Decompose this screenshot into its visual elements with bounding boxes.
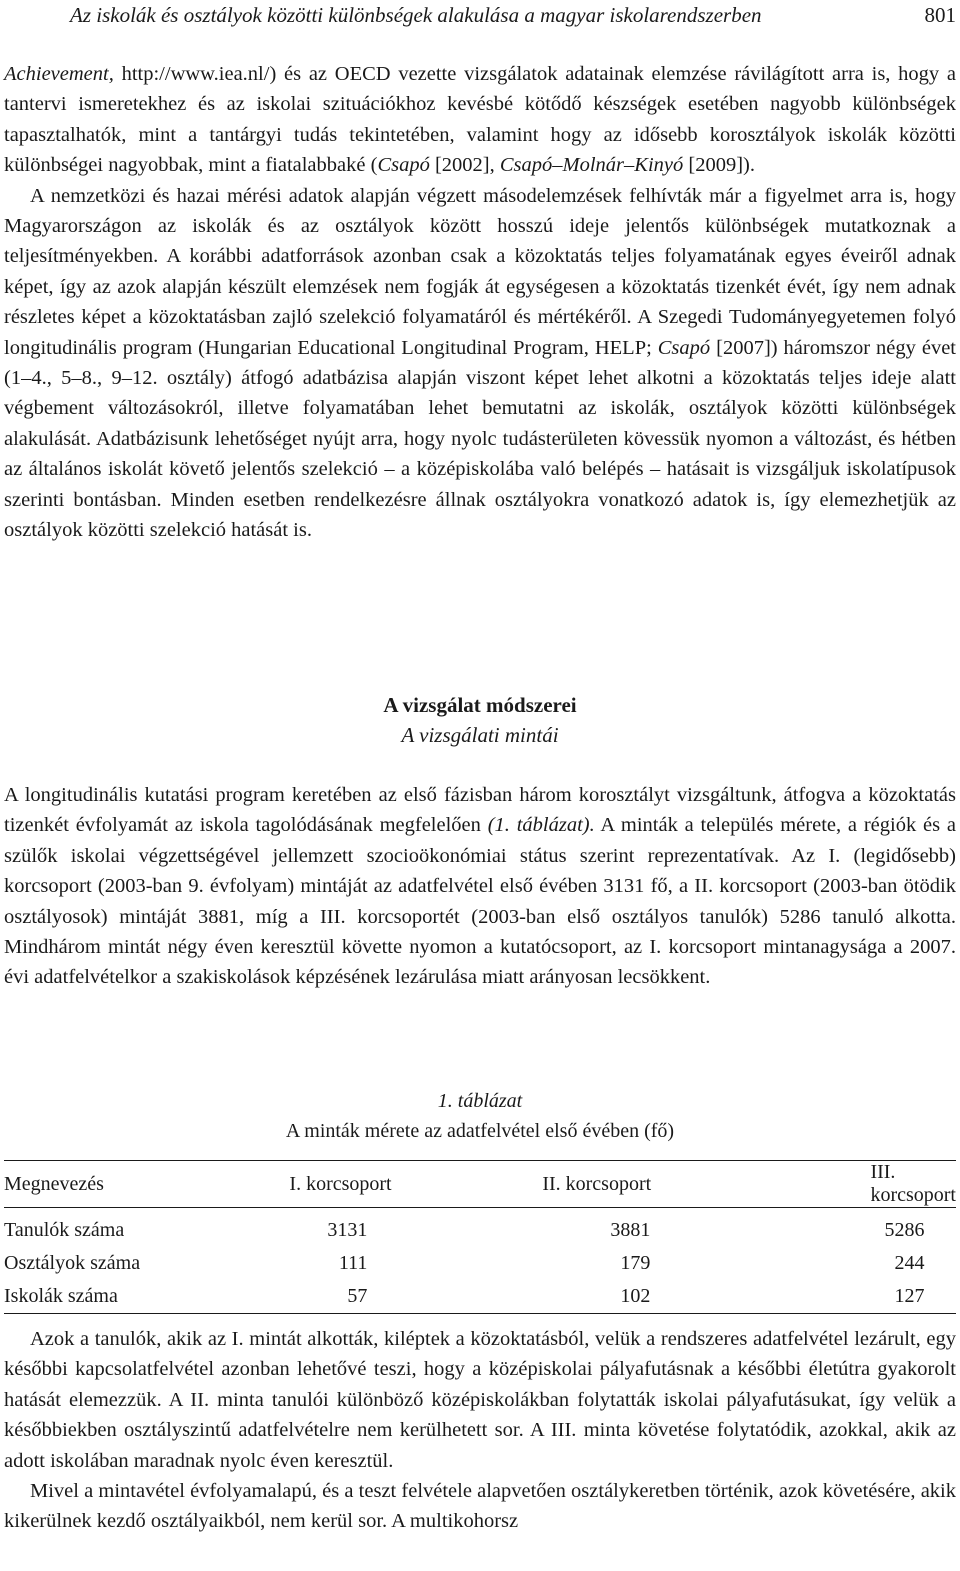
- paragraph-4: Azok a tanulók, akik az I. mintát alkották, kiléptek a közoktatásból, velük a rendszeres adatfelvétel lezárult, egy későbbi kapcsolatfelvétel azonban lehetővé teszi, hogy a középiskolai pályafutásnak a későbbi életútra gyakorolt hatását elemezzük. A II. minta tanulói különböző középiskolákban folytatták iskolai pályafutásukat, így velük a későbbiekben osztályszintű adatfelvételre nem kerülhetett sor. A III. minta követése folytatódik, azokkal, akik az adott iskolában maradnak nyolc éven keresztül.: [4, 1328, 956, 1472]
- table-cell: 5286: [884, 1219, 925, 1241]
- table-cell: 244: [894, 1252, 925, 1274]
- paragraph-5: Mivel a mintavétel évfolyamalapú, és a teszt felvétele alapvetően osztálykeretben történik, azok követésére, akik kikerülnek kezdő osztályaikból, nem kerül sor. A multikohorsz: [4, 1480, 956, 1533]
- body-text-top: [4, 59, 956, 546]
- table-header-cell: II. korcsoport: [542, 1172, 652, 1195]
- table-cell: 3131: [327, 1219, 368, 1241]
- table-row: [4, 1280, 956, 1314]
- paragraph-1: Achievement, http://www.iea.nl/) és az OECD vezette vizsgálatok adatainak elemzése rávilágított arra is, hogy a tantervi ismeretekhez és az iskolai szituációkhoz kevésbé kötődő készségek esetében nagyobb különbségek tapasztalhatók, mint a tantárgyi tudás tekintetében, valamint hogy az idősebb korosztályok iskolák közötti különbségei nagyobbak, mint a fiatalabbaké (Csapó [2002], Csapó–Molnár–Kinyó [2009]).: [4, 63, 957, 177]
- table-cell: 3881: [610, 1219, 651, 1241]
- table-label: 1. táblázat: [437, 1090, 523, 1112]
- table-cell: 179: [620, 1252, 651, 1274]
- running-head: [70, 2, 956, 28]
- table-title: A minták mérete az adatfelvétel első évében (fő): [285, 1120, 675, 1142]
- table-cell: Tanulók száma: [4, 1219, 125, 1241]
- table-header-row: [4, 1161, 956, 1208]
- paragraph-2: A nemzetközi és hazai mérési adatok alapján végzett másodelemzések felhívták már a figyelmet arra is, hogy Magyarországon az iskolák és az osztályok között hosszú ideje jelentős különbségek mutatkoznak a teljesítményekben. A korábbi adatforrások azonban csak a közoktatás teljes folyamatának egyes éveiről adnak képet, így az azok alapján készült elemzések nem fogják át egységesen a közoktatás tizenkét évét, így nem adnak részletes képet a közoktatásban zajló szelekció folyamatáról és mértékéről. A Szegedi Tudományegyetemen folyó longitudinális program (Hungarian Educational Longitudinal Program, HELP; Csapó [2007]) háromszor négy évet (1–4., 5–8., 9–12. osztály) átfogó adatbázisa alapján viszont képet lehet alkotni a közoktatás teljes ideje alatt végbement változásokról, illetve folyamatában lehet bemutatni az iskolák, osztályok közötti különbségek alakulását. Adatbázisunk lehetőséget nyújt arra, hogy nyolc tudásterületen kövessük nyomon a változást, és hétben az általános iskolát követő jelentős szelekció – a középiskolába való belépés – hatásait is vizsgáljuk iskolatípusok szerinti bontásban. Minden esetben rendelkezésre állnak osztályokra vonatkozó adatok is, így elemezhetjük az osztályok közötti szelekció hatását is.: [4, 184, 956, 542]
- table-cell: Osztályok száma: [4, 1252, 141, 1274]
- table-row: [4, 1247, 956, 1280]
- table-cell: 127: [894, 1285, 925, 1307]
- section-title: A vizsgálat módszerei: [383, 693, 577, 717]
- table-header-cell: Megnevezés: [4, 1172, 104, 1195]
- page-number: 801: [924, 3, 956, 27]
- section-heading: [4, 690, 956, 750]
- section-subtitle: A vizsgálati mintái: [401, 723, 559, 747]
- running-title: Az iskolák és osztályok közötti különbségek alakulása a magyar iskolarendszerben: [70, 3, 762, 27]
- table-header-cell: III. korcsoport: [870, 1161, 956, 1206]
- body-text-middle: [4, 780, 956, 993]
- paragraph-3: A longitudinális kutatási program keretében az első fázisban három korosztályt vizsgáltunk, átfogva a közoktatás tizenkét évfolyamát az iskola tagolódásának megfelelően (1. táblázat). A minták a település mérete, a régiók és a szülők iskolai végzettségével jellemzett szocioökonómiai státus szerint reprezentatívak. Az I. (legidősebb) korcsoport (2003-ban 9. évfolyam) mintáját az adatfelvétel első évében 3131 fő, a II. korcsoport (2003-ban ötödik osztályosok) mintáját 3881, míg a III. korcsoportét (2003-ban első osztályos tanulók) 5286 tanuló alkotta. Mindhárom mintát négy éven keresztül követte nyomon a kutatócsoport, az I. korcsoport mintanagysága a 2007. évi adatfelvételkor a szakiskolások képzésének lezárulása miatt arányosan lecsökkent.: [4, 784, 956, 989]
- table-caption: [4, 1086, 956, 1146]
- table-cell: 111: [338, 1252, 368, 1274]
- table-cell: 102: [620, 1285, 651, 1307]
- table-cell: 57: [347, 1285, 368, 1307]
- body-text-bottom: [4, 1324, 956, 1537]
- table-cell: Iskolák száma: [4, 1285, 118, 1307]
- table-row: [4, 1208, 956, 1248]
- table-header-cell: I. korcsoport: [289, 1172, 392, 1195]
- sample-size-table: [4, 1160, 956, 1314]
